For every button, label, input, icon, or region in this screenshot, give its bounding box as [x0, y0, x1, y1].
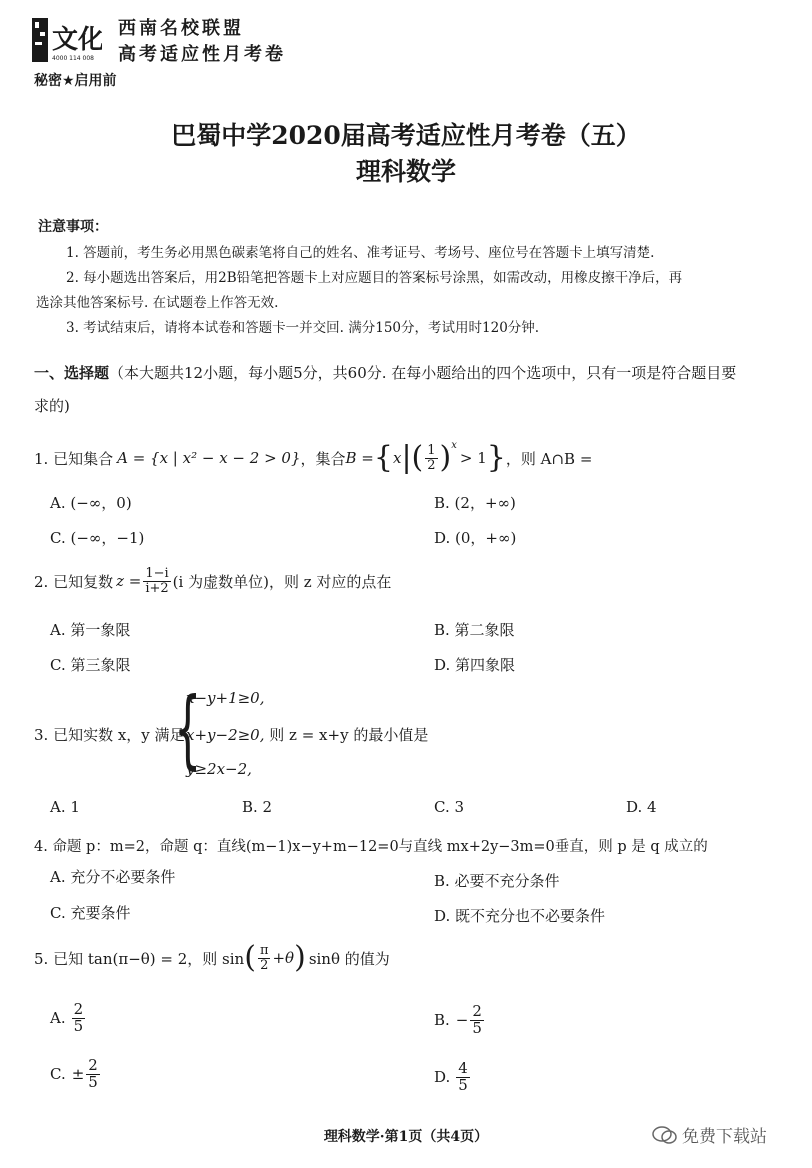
- q5-c-num: 2: [88, 1055, 98, 1074]
- q2-suffix: (i 为虚数单位)，则 z 对应的点在: [172, 572, 392, 591]
- q1-frac-den: 2: [427, 457, 436, 473]
- q1-paren-left: (: [411, 440, 424, 475]
- q1-brace-right: }: [486, 440, 506, 475]
- q3-suffix: 则 z = x+y 的最小值是: [269, 726, 429, 744]
- q5-b-num: 2: [472, 1001, 482, 1020]
- q3-brace: {: [174, 679, 202, 779]
- note-3: 3. 考试结束后，请将本试卷和答题卡一并交回. 满分150分，考试用时120分钟.: [66, 320, 540, 336]
- q1-prefix: 1. 已知集合: [34, 449, 114, 468]
- q1-paren-right: ): [439, 440, 452, 475]
- q2-den: i+2: [145, 580, 169, 596]
- question-4: 4. 命题 p：m=2，命题 q：直线(m−1)x−y+m−12=0与直线 mx+2y−3m=0垂直，则 p 是 q 成立的: [34, 839, 708, 855]
- q1-option-d[interactable]: D. (0，+∞): [434, 529, 517, 547]
- q2-option-d[interactable]: D. 第四象限: [434, 656, 516, 674]
- section-desc-b: 求的): [34, 397, 70, 415]
- q3-prefix: 3. 已知实数 x，y 满足: [34, 726, 185, 744]
- q5-option-c[interactable]: [50, 1052, 102, 1096]
- alliance-line2: 高考适应性月考卷: [118, 44, 286, 65]
- q5-c-fraction: [86, 1055, 100, 1091]
- chat-bubble-icon: [652, 1124, 678, 1146]
- watermark: [652, 1122, 767, 1147]
- logo-glyphs: 文化: [52, 25, 102, 55]
- q5-option-d[interactable]: [434, 1055, 472, 1099]
- q5-c-sign: ±: [71, 1065, 85, 1083]
- q5-d-fraction: [456, 1058, 470, 1094]
- secret-label: 秘密★启用前: [34, 73, 117, 89]
- q4-option-a[interactable]: A. 充分不必要条件: [50, 868, 176, 886]
- q5-option-b[interactable]: [434, 998, 486, 1042]
- q1-mid: ，集合: [300, 449, 346, 468]
- q4-option-b[interactable]: B. 必要不充分条件: [434, 872, 560, 890]
- q5-d-den: 5: [458, 1075, 468, 1094]
- question-1: [34, 440, 592, 476]
- section-desc-a: （本大题共12小题，每小题5分，共60分. 在每小题给出的四个选项中，只有一项是符合题目要: [109, 364, 737, 382]
- q5-a-label: A.: [50, 1009, 66, 1027]
- q3-option-d[interactable]: D. 4: [626, 798, 657, 816]
- q2-z: z =: [116, 572, 142, 590]
- q2-fraction: [143, 567, 170, 595]
- note-1: 1. 答题前，考生务必用黑色碳素笔将自己的姓名、准考证号、考场号、座位号在答题卡上填写清楚.: [66, 245, 655, 261]
- section-line-a: [34, 362, 736, 383]
- q1-bar: |: [401, 440, 412, 475]
- q4-option-d[interactable]: D. 既不充分也不必要条件: [434, 907, 606, 925]
- q5-a-num: 2: [73, 999, 84, 1018]
- q4-option-c[interactable]: C. 充要条件: [50, 904, 131, 922]
- q3-option-a[interactable]: A. 1: [50, 798, 80, 816]
- q5-prefix: 5. 已知 tan(π−θ) = 2，则 sin: [34, 949, 245, 968]
- q1-frac-num: 1: [427, 442, 436, 458]
- q5-frac-num: π: [259, 942, 269, 958]
- q1-setB-x: x: [392, 449, 402, 467]
- q2-option-c[interactable]: C. 第三象限: [50, 656, 131, 674]
- subject-title: 理科数学: [355, 157, 456, 186]
- q5-paren-right: ): [294, 940, 306, 975]
- note-2b: 选涂其他答案标号. 在试题卷上作答无效.: [36, 295, 279, 311]
- q1-setA: A = {x | x² − x − 2 > 0}: [117, 449, 301, 467]
- q3-constraint-1: x−y+1≥0,: [186, 689, 265, 707]
- notes-heading: 注意事项：: [38, 219, 108, 235]
- q3-option-b[interactable]: B. 2: [242, 798, 273, 816]
- alliance-line1: 西南名校联盟: [118, 18, 244, 39]
- question-2: [34, 562, 391, 600]
- section-heading: 一、选择题: [34, 364, 110, 382]
- q5-d-num: 4: [458, 1058, 468, 1077]
- logo-icon: [30, 14, 102, 66]
- page-footer: 理科数学·第1页（共4页）: [323, 1129, 489, 1145]
- q2-option-b[interactable]: B. 第二象限: [434, 621, 515, 639]
- q5-c-label: C.: [50, 1065, 66, 1083]
- logo-small-text: 4000 114 008: [52, 55, 94, 62]
- q5-a-fraction: [72, 999, 86, 1035]
- q1-setB-pre: B =: [345, 449, 374, 467]
- q5-fraction: [258, 944, 271, 972]
- q1-suffix: ，则 A∩B =: [505, 449, 593, 468]
- q5-b-label: B.: [434, 1011, 450, 1029]
- q5-d-label: D.: [434, 1068, 451, 1086]
- q3-constraint-2: x+y−2≥0,: [186, 726, 265, 744]
- q1-option-b[interactable]: B. (2，+∞): [434, 494, 516, 512]
- q1-fraction: [425, 444, 437, 472]
- page-title: 巴蜀中学2020届高考适应性月考卷（五）: [171, 121, 641, 150]
- question-5: [34, 938, 390, 978]
- q3-option-c[interactable]: C. 3: [434, 798, 465, 816]
- watermark-text: 免费下载站: [682, 1127, 767, 1147]
- q3-constraint-3: y≥2x−2,: [186, 760, 252, 778]
- q1-option-a[interactable]: A. (−∞，0): [50, 494, 132, 512]
- q5-paren-left: (: [244, 940, 256, 975]
- note-2a: 2. 每小题选出答案后，用2B铅笔把答题卡上对应题目的答案标号涂黑，如需改动，用橡皮擦干净后，再: [66, 270, 683, 286]
- q5-plus-theta: +θ: [272, 949, 295, 967]
- q5-b-den: 5: [472, 1018, 482, 1037]
- q5-a-den: 5: [73, 1016, 84, 1035]
- q3-line-2: [186, 724, 428, 745]
- q5-b-fraction: [470, 1001, 484, 1037]
- q2-option-a[interactable]: A. 第一象限: [50, 621, 131, 639]
- q5-b-sign: −: [455, 1011, 469, 1029]
- q2-num: 1−i: [145, 565, 169, 581]
- q5-option-a[interactable]: [50, 996, 87, 1040]
- q2-prefix: 2. 已知复数: [34, 572, 114, 591]
- publisher-logo: [30, 14, 102, 66]
- q1-exp: x: [451, 440, 457, 451]
- q5-c-den: 5: [88, 1072, 98, 1091]
- q1-setB-post: > 1: [459, 449, 487, 467]
- q1-option-c[interactable]: C. (−∞，−1): [50, 529, 145, 547]
- q5-suffix: sinθ 的值为: [308, 949, 390, 968]
- q1-brace-left: {: [373, 440, 393, 475]
- q5-frac-den: 2: [260, 957, 269, 973]
